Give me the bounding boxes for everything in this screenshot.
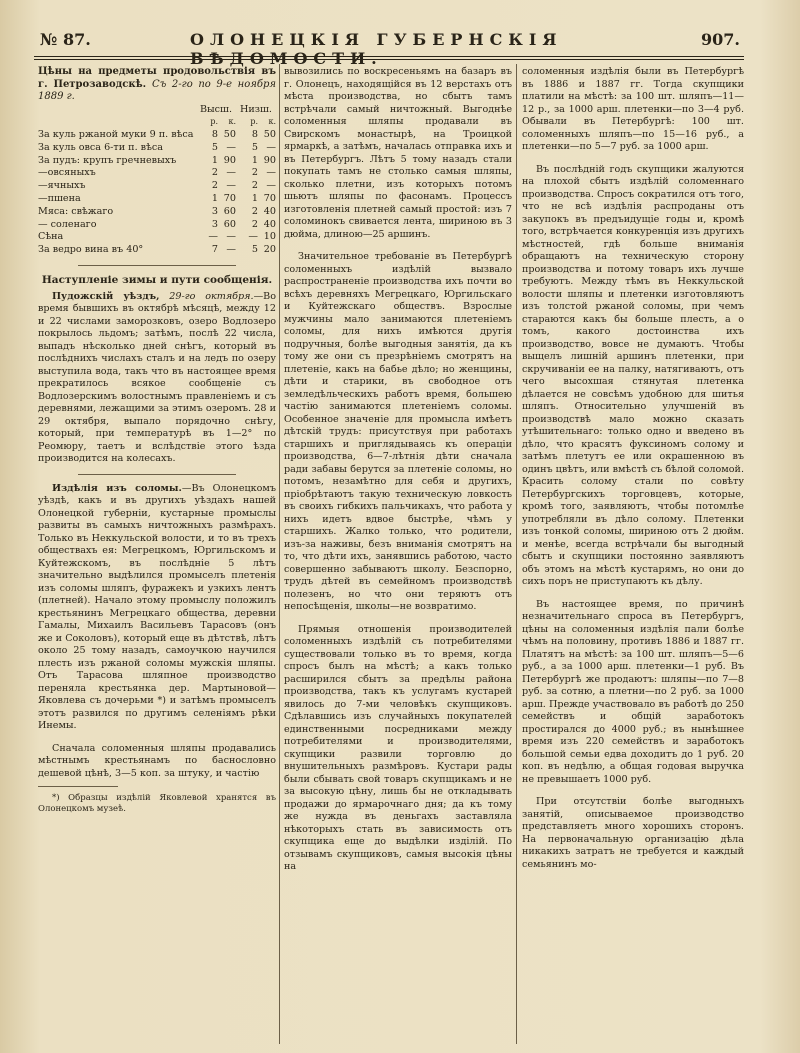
price-high-rub: 2	[211, 180, 218, 192]
price-high-rub: —	[208, 231, 218, 243]
price-low-kop: —	[266, 141, 276, 153]
price-low-kop: —	[266, 180, 276, 192]
straw-section	[38, 483, 276, 816]
price-high-rub: 3	[211, 218, 218, 230]
straw-col3-para-3: Въ настоящее время, по причинѣ незначительнаго спроса въ Петербургъ, цѣны на соломенныя издѣлія пали болѣе чѣмъ на половину, противъ 1886 и 1887 гг. Платятъ на мѣстѣ: за 100 шт. шляпъ—5—6 руб., а за 1000 арш. плетенки—1 руб. Въ Петербургѣ же продаютъ: шляпы—по 7—8 руб. за сотню, а плетни—по 2 руб. за 1000 арш. Прежде участвовало въ работѣ до 250 семействъ и общій заработокъ простирался до 4000 руб.; въ нынѣшнее время изъ 220 семействъ и заработокъ большой семьи едва доходитъ до 1 руб. 20 коп. въ недѣлю, а общая годовая выручка не превышаетъ 1000 руб.	[522, 598, 744, 785]
column-2	[284, 66, 512, 874]
price-row	[38, 129, 276, 142]
winter-text: —Во время бывшихъ въ октябрѣ мѣсяцѣ, между 12 и 22 числами заморозковъ, озеро Водлозеро покрылось льдомъ; затѣмъ, послѣ 22 числа, выпадъ нѣсколько дней снѣгъ, который въ послѣднихъ числахъ сталъ и на ледъ по озеру выступила вода, такъ что въ настоящее время прекратилось всякое сообщеніе съ Водлозерскимъ волостнымъ правленіемъ и съ деревнями, лежащими за этимъ озеромъ. 28 и 29 октября, выпало порядочно снѣгу, который, при температурѣ въ 1—2° по Реомюру, таетъ и вслѣдствіе этого ѣзда производится на колесахъ.	[38, 290, 276, 465]
price-row	[38, 167, 276, 180]
straw-col3-para-2: Въ послѣдній годъ скупщики жалуются на плохой сбытъ издѣлій соломеннаго производства. Спросъ сократился отъ того, что не всѣ издѣлія распроданы отъ закупокъ въ предъидущіе годы и, кромѣ того, встрѣчается конкуренція изъ другихъ мѣстностей, гдѣ больше вниманія обращаютъ на техническую сторону производства и потому товаръ ихъ лучше требуютъ. Между тѣмъ въ Неккульской волости шляпы и плетенки изготовляютъ изъ толстой ржаной соломы, при чемъ стараются какъ бы больше плесть, а о томъ, какого достоинства ихъ производство, вовсе не думаютъ. Чтобы выщелъ лишній аршинъ плетенки, при скручиваніи ее на палку, натягиваютъ, отъ чего высохшая стянутая плетенка дѣлается не совсѣмъ удобною для шитья шляпъ. Относительно улучшеній въ производствѣ мало можно сказать утѣшительнаго: только одно и введено въ дѣло, что красятъ фуксиномъ солому и затѣмъ плетутъ ее или окрашенною въ одинъ цвѣтъ, или вмѣстѣ съ бѣлой соломой. Красить солому стали по совѣту Петербургскихъ торговцевъ, которые, кромѣ того, заявляютъ, чтобы потомлѣе употребляли въ дѣло солому. Плетенки изъ тонкой соломы, шириною отъ 2 дюйм. и менѣе, всегда встрѣчали бы выгодный сбытъ и скупщики постоянно заявляютъ объ этомъ на мѣстѣ кустарямъ, но они до сихъ поръ не приступаютъ къ дѣлу.	[522, 163, 744, 587]
price-high-kop: —	[226, 167, 236, 179]
price-high-rub: 5	[211, 141, 218, 153]
price-low-rub: 1	[251, 193, 258, 205]
price-high-rub: 3	[211, 205, 218, 217]
straw-text-1: —Въ Олонецкомъ уѣздѣ, какъ и въ другихъ уѣздахъ нашей Олонецкой губерніи, кустарные промыслы развиты въ самыхъ ничтожныхъ размѣрахъ. Только въ Неккульской волости, и то въ трехъ обществахъ ея: Мегрецкомъ, Юргильскомъ и Куйтежскомъ, въ послѣдніе 5 лѣтъ значительно выдѣлился промыселъ плетенія изъ соломы шляпъ, фуражекъ и узкихъ лентъ (плетней). Начало этому промыслу положилъ крестьянинъ Мегрецкаго общества, деревни Гамалы, Михаилъ Васильевъ Тарасовъ (онъ же и Соколовъ), который еще въ дѣтствѣ, лѣтъ около 25 тому назадъ, самоучкою научился плесть изъ ржаной соломы мужскія шляпы. Отъ Тарасова шляпное производство переняла крестьянка дер. Мартыновой—Яковлева съ дочерьми *) и затѣмъ промыселъ этотъ развился по другимъ селеніямъ рѣки Инемы.	[38, 482, 276, 732]
price-high-kop: 70	[223, 193, 236, 205]
price-label: —ячныхъ	[38, 180, 86, 192]
price-label: За пудъ: крупъ гречневыхъ	[38, 154, 177, 166]
prices-heading: Цѣны на предметы продовольствія въ г. Петрозаводскѣ.	[38, 66, 276, 90]
price-label: Мяса: свѣжаго	[38, 205, 114, 217]
winter-section	[38, 274, 276, 466]
price-low-rub: 5	[251, 141, 258, 153]
price-high-kop: —	[226, 231, 236, 243]
price-high-kop: 50	[223, 129, 236, 141]
price-high-rub: 7	[211, 244, 218, 256]
price-low-rub: 1	[251, 154, 258, 166]
price-label: —овсяныхъ	[38, 167, 96, 179]
issue-number: № 87.	[40, 30, 91, 49]
prices-date: Съ 2-го по 9-е ноября 1889 г.	[38, 78, 276, 102]
price-low-kop: 40	[263, 205, 276, 217]
price-label: —пшена	[38, 193, 81, 205]
price-low-rub: 8	[251, 129, 258, 141]
column-divider	[279, 64, 280, 1044]
price-low-kop: 20	[263, 244, 276, 256]
price-low-rub: 2	[251, 180, 258, 192]
winter-title: Наступленіе зимы и пути сообщенія.	[41, 274, 273, 287]
price-row	[38, 244, 276, 257]
price-label: За куль овса 6-ти п. вѣса	[38, 141, 163, 153]
column-divider	[516, 64, 517, 1044]
price-low-rub: —	[248, 231, 258, 243]
straw-col2-para-1: вывозились по воскресеньямъ на базаръ въ г. Олонецъ, находящійся въ 12 верстахъ отъ мѣста производства, но сбытъ тамъ встрѣчали самый ничтожный. Выгоднѣе соломенныя шляпы продавали въ Свирскомъ монастырѣ, на Троицкой ярмаркѣ, а затѣмъ, началась отправка ихъ и въ Петербургъ. Лѣтъ 5 тому назадъ стали покупать тамъ не столько самыя шляпы, сколько плетни, изъ которыхъ потомъ шьютъ шляпы по фасонамъ. Процессъ изготовленія плетней самый простой: изъ 7 соломинокъ свивается лента, шириною въ 3 дюйма, длиною—25 аршинъ.	[284, 66, 512, 240]
price-high-rub: 1	[211, 193, 218, 205]
page-header	[40, 30, 740, 68]
price-low-kop: 70	[263, 193, 276, 205]
price-high-rub: 2	[211, 167, 218, 179]
price-high-kop: 60	[223, 205, 236, 217]
price-high-kop: 90	[223, 154, 236, 166]
unit-rub: р.	[210, 117, 218, 127]
price-low-rub: 2	[251, 218, 258, 230]
price-low-kop: —	[266, 167, 276, 179]
col-high: Высш.	[199, 103, 233, 115]
unit-kop: к.	[268, 117, 276, 127]
price-low-kop: 40	[263, 218, 276, 230]
price-row	[38, 155, 276, 168]
footnote: *) Образцы издѣлій Яковлевой хранятся въ Олонецкомъ музеѣ.	[38, 793, 276, 815]
header-rule	[34, 56, 744, 57]
col-low: Низш.	[240, 103, 272, 115]
price-row	[38, 219, 276, 232]
price-label: — соленаго	[38, 218, 97, 230]
straw-lead: Издѣлія изъ соломы.	[52, 482, 182, 494]
price-low-kop: 90	[263, 154, 276, 166]
price-label: За куль ржаной муки 9 п. вѣса	[38, 129, 194, 141]
price-row	[38, 206, 276, 219]
price-high-rub: 1	[211, 154, 218, 166]
straw-col3-para-4: При отсутствіи болѣе выгодныхъ занятій, описываемое производство представляетъ много хорошихъ сторонъ. На первоначальную организацію дѣла никакихъ затратъ не требуется и каждый семьянинъ мо-	[522, 796, 744, 870]
straw-text-2: Сначала соломенныя шляпы продавались мѣстнымъ крестьянамъ по баснословно дешевой цѣнѣ, 3—5 коп. за штуку, и частію	[38, 742, 276, 779]
prices-table	[38, 104, 276, 258]
header-rule-thin	[34, 59, 744, 60]
price-low-rub: 5	[251, 244, 258, 256]
price-row	[38, 180, 276, 193]
price-label: За ведро вина въ 40°	[38, 244, 144, 256]
separator	[78, 474, 236, 475]
unit-rub: р.	[250, 117, 258, 127]
price-high-kop: —	[226, 180, 236, 192]
price-low-rub: 2	[251, 205, 258, 217]
page-number: 907.	[701, 30, 740, 49]
price-high-kop: 60	[223, 218, 236, 230]
unit-kop: к.	[228, 117, 236, 127]
price-low-kop: 50	[263, 129, 276, 141]
newspaper-title: ОЛОНЕЦКІЯ ГУБЕРНСКІЯ ВѢДОМОСТИ.	[190, 30, 563, 68]
price-label: Сѣна	[38, 231, 64, 243]
price-row	[38, 142, 276, 155]
straw-col3-para-1: соломенныя издѣлія были въ Петербургѣ въ 1886 и 1887 гг. Тогда скупщики платили на мѣстѣ: за 100 шт. шляпъ—11—12 р., за 1000 арш. плетенки—по 3—4 руб. Обывали въ Петербургѣ: 100 шт. соломенныхъ шляпъ—по 15—16 руб., а плетенки—по 5—7 руб. за 1000 арш.	[522, 66, 744, 152]
price-high-kop: —	[226, 244, 236, 256]
price-row	[38, 193, 276, 206]
price-high-rub: 8	[211, 129, 218, 141]
winter-lead: Пудожскій уѣздъ,	[52, 290, 160, 302]
straw-col2-para-2: Значительное требованіе въ Петербургѣ соломенныхъ издѣлій вызвало распространеніе производства ихъ почти во всѣхъ деревняхъ Мегрецкаго, Юргильскаго и Куйтежскаго обществъ. Взрослые мужчины мало занимаются плетеніемъ соломы, для нихъ имѣются другія подручныя, болѣе выгодныя занятія, да къ тому же они съ презрѣніемъ смотрятъ на плетеніе, какъ на бабье дѣло; но женщины, дѣти и старики, въ свободное отъ земледѣльческихъ работъ время, большею частію занимаются плетеніемъ соломы. Особенное значеніе для промысла имѣетъ дѣтскій трудъ: присутствуя при работахъ старшихъ и приглядываясь къ операціи производства, 6—7-лѣтнія дѣти сначала ради забавы берутся за плетеніе соломы, но потомъ, незамѣтно для себя и другихъ, пріобрѣтаютъ такую техническую ловкость въ своихъ гибкихъ пальчикахъ, что работа у нихъ идетъ вдвое быстрѣе, чѣмъ у старшихъ. Жалко только, что родители, изъ-за наживы, безъ вниманія смотрятъ на то, что дѣти ихъ, занявшись работою, часто совершенно забываютъ школу. Безспорно, трудъ дѣтей въ семейномъ производствѣ полезенъ, но что они теряютъ отъ непосѣщенія, школы—не возвратимо.	[284, 251, 512, 612]
separator	[78, 265, 236, 266]
footnote-rule	[38, 786, 118, 787]
price-low-rub: 2	[251, 167, 258, 179]
price-row	[38, 231, 276, 244]
prices-section	[38, 66, 276, 257]
column-1	[38, 66, 276, 815]
straw-col2-para-3: Прямыя отношенія производителей соломенныхъ издѣлій съ потребителями существовали только въ то время, когда спросъ былъ на мѣстѣ; а какъ только расширился сбытъ за предѣлы района производства, такъ къ услугамъ кустарей явилось до 7-ми человѣкъ скупщиковъ. Сдѣлавшись изъ случайныхъ покупателей единственными посредниками между потребителями и производителями, скупщики развили торговлю до внушительныхъ размѣровъ. Кустари рады были сбывать свой товаръ скупщикамъ и не за высокую цѣну, лишь бы не откладывать продажи до ярмарочнаго дня; да къ тому же нужда въ деньгахъ заставляла нѣкоторыхъ стать въ зависимость отъ скупщика еще до выдѣлки изділій. По отзывамъ скупщиковъ, самыя высокія цѣны на	[284, 623, 512, 872]
price-high-kop: —	[226, 141, 236, 153]
column-3	[522, 66, 744, 871]
winter-date: 29-го октября.	[169, 290, 254, 302]
price-low-kop: 10	[263, 231, 276, 243]
